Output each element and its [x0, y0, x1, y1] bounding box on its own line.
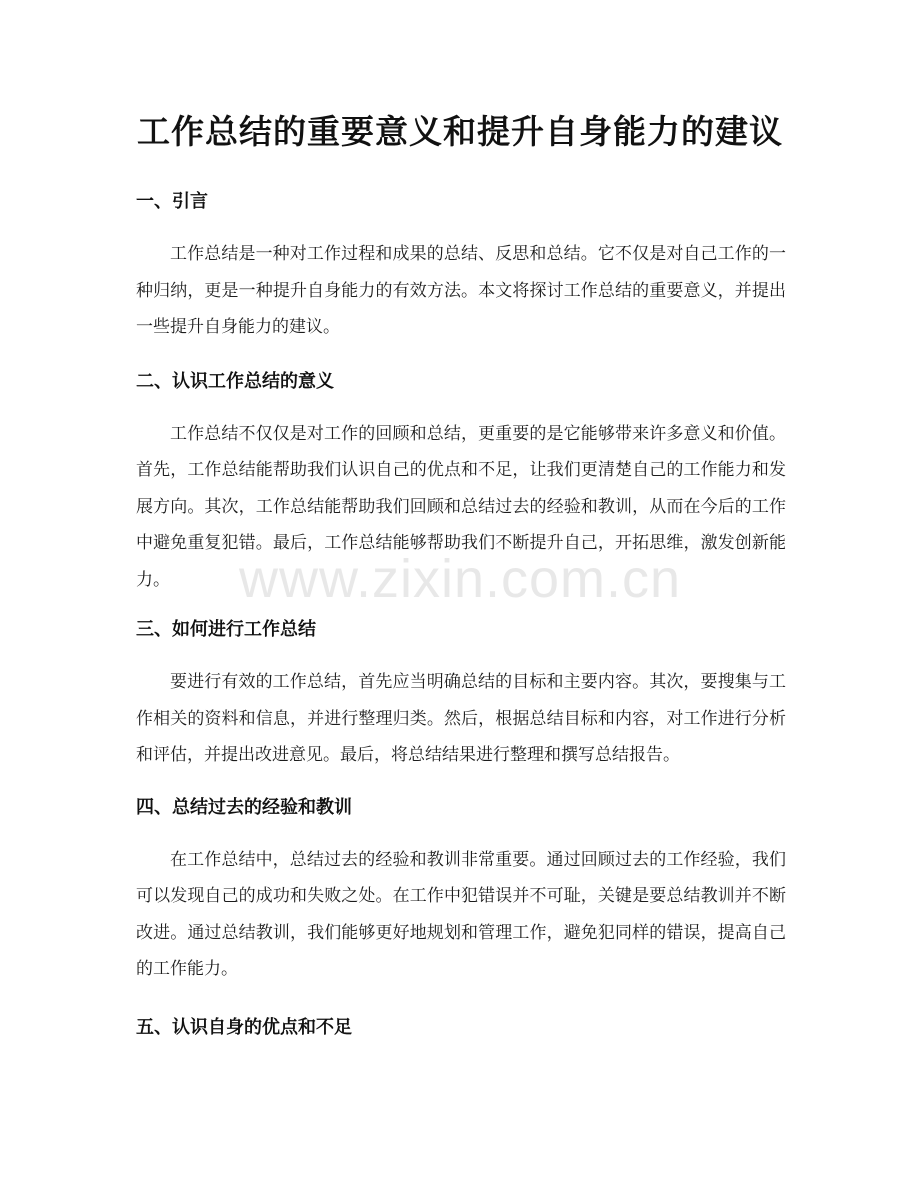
section-heading-strengths: 五、认识自身的优点和不足: [136, 1016, 352, 1038]
document-title: 工作总结的重要意义和提升自身能力的建议: [137, 112, 783, 151]
section-paragraph-lessons: 在工作总结中，总结过去的经验和教训非常重要。通过回顾过去的工作经验，我们可以发现自己的成功和失败之处。在工作中犯错误并不可耻，关键是要总结教训并不断改进。通过总结教训，我们能够更好地规划和管理工作，避免犯同样的错误，提高自己的工作能力。: [136, 849, 786, 979]
section-heading-meaning: 二、认识工作总结的意义: [136, 370, 334, 392]
section-heading-lessons: 四、总结过去的经验和教训: [136, 796, 352, 818]
section-paragraph-meaning: 工作总结不仅仅是对工作的回顾和总结，更重要的是它能够带来许多意义和价值。首先，工作总结能帮助我们认识自己的优点和不足，让我们更清楚自己的工作能力和发展方向。其次，工作总结能帮助我们回顾和总结过去的经验和教训，从而在今后的工作中避免重复犯错。最后，工作总结能够帮助我们不断提升自己，开拓思维，激发创新能力。: [136, 423, 786, 590]
section-paragraph-how-to: 要进行有效的工作总结，首先应当明确总结的目标和主要内容。其次，要搜集与工作相关的资料和信息，并进行整理归类。然后，根据总结目标和内容，对工作进行分析和评估，并提出改进意见。最后，将总结结果进行整理和撰写总结报告。: [136, 672, 786, 765]
document-body: [136, 186, 786, 1044]
section-paragraph-introduction: 工作总结是一种对工作过程和成果的总结、反思和总结。它不仅是对自己工作的一种归纳，更是一种提升自身能力的有效方法。本文将探讨工作总结的重要意义，并提出一些提升自身能力的建议。: [136, 244, 786, 337]
section-heading-introduction: 一、引言: [136, 191, 208, 212]
watermark-text: www.zixin.com.cn: [238, 549, 682, 609]
section-heading-how-to: 三、如何进行工作总结: [136, 619, 316, 640]
